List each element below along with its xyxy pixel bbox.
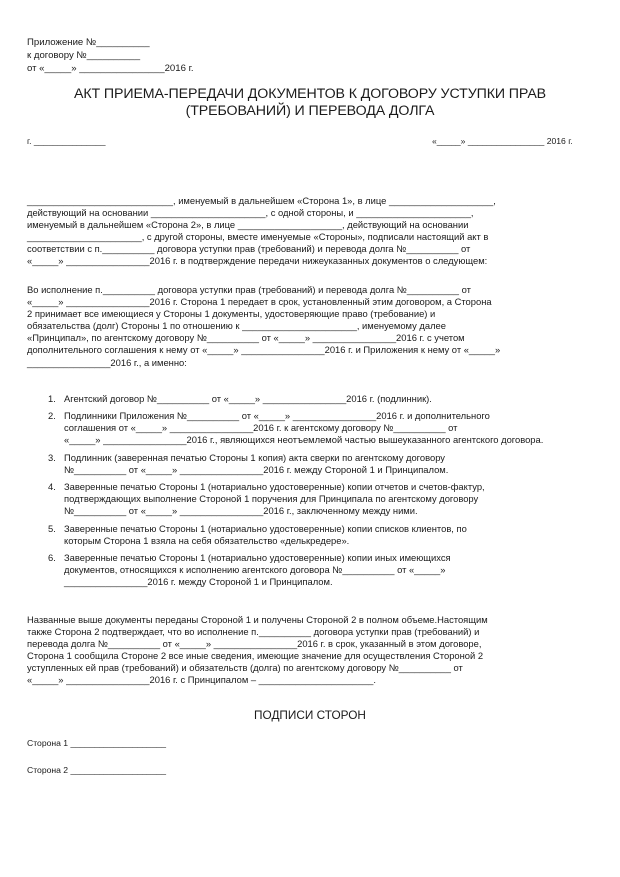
list-item-line: которым Сторона 1 взяла на себя обязательство «делькредере».: [64, 534, 350, 546]
transfer-line: «_____» ________________2016 г. Сторона 1 передает в срок, установленный этим договором, а Сторона: [27, 296, 492, 308]
list-item-number: 3.: [48, 451, 56, 463]
appendix-date-line: от «_____» ________________2016 г.: [27, 63, 194, 74]
closing-line: также Сторона 2 подтверждает, что во исполнение п.__________ договора уступки прав (требований) и: [27, 626, 480, 638]
transfer-line: «Принципал», по агентскому договору №__________ от «_____» ________________2016 г. с учетом: [27, 332, 465, 344]
list-item: [48, 481, 608, 517]
intro-line: именуемый в дальнейшем «Сторона 2», в лице ____________________, действующий на основании: [27, 219, 469, 231]
transfer-line: ________________2016 г., а именно:: [27, 356, 187, 368]
transfer-line: обязательства (долг) Стороны 1 по отношению к ______________________, именуемому далее: [27, 320, 446, 332]
party-1-signature-line: Сторона 1 ____________________: [27, 738, 167, 748]
list-item: [48, 410, 608, 446]
contract-number-line: к договору №__________: [27, 50, 141, 61]
list-item-number: 2.: [48, 410, 56, 422]
list-item-line: Заверенные печатью Стороны 1 (нотариально удостоверенные) копии отчетов и счетов-фактур,: [64, 481, 485, 493]
list-item-line: документов, относящихся к исполнению агентского договора №__________ от «_____»: [64, 564, 446, 576]
list-item: [48, 452, 608, 476]
list-item-line: «_____» ________________2016 г., являющихся неотъемлемой частью вышеуказанного агентского договора.: [64, 434, 544, 446]
intro-paragraph: [27, 195, 597, 268]
transfer-line: Во исполнение п.__________ договора уступки прав (требований) и перевода долга №__________ от: [27, 284, 471, 295]
list-item-line: Подлинники Приложения №__________ от «_____» ________________2016 г. и дополнительного: [64, 410, 490, 422]
list-item-line: Подлинник (заверенная печатью Стороны 1 копия) акта сверки по агентскому договору: [64, 451, 445, 463]
list-item: [48, 523, 608, 547]
transfer-line: дополнительного соглашения к нему от «_____» ________________2016 г. и Приложения к нему от «_____»: [27, 344, 501, 356]
list-item-line: №__________ от «_____» ________________2016 г., заключенному между ними.: [64, 505, 418, 517]
list-item-line: Заверенные печатью Стороны 1 (нотариально удостоверенные) копии списков клиентов, по: [64, 522, 467, 534]
closing-line: «_____» ________________2016 г. с Принципалом – ______________________.: [27, 674, 376, 686]
signatures-title: ПОДПИСИ СТОРОН: [254, 708, 366, 722]
intro-line: ______________________, с другой стороны, вместе именуемые «Стороны», подписали настоящий акт в: [27, 231, 489, 243]
document-title: [20, 86, 600, 120]
list-item-line: Заверенные печатью Стороны 1 (нотариально удостоверенные) копии иных имеющихся: [64, 551, 451, 563]
closing-paragraph: [27, 614, 597, 687]
appendix-header: [27, 36, 194, 75]
closing-line: Названные выше документы переданы Стороной 1 и получены Стороной 2 в полном объеме.Настоящим: [27, 614, 488, 625]
intro-line: соответствии с п.__________ договора уступки прав (требований) и перевода долга №__________ от: [27, 243, 471, 255]
list-item-number: 6.: [48, 551, 56, 563]
list-item-number: 4.: [48, 481, 56, 493]
list-item: [48, 393, 608, 405]
title-line-2: (ТРЕБОВАНИЙ) И ПЕРЕВОДА ДОЛГА: [185, 103, 435, 119]
intro-line: «_____» ________________2016 г. в подтверждение передачи нижеуказанных документов о следующем:: [27, 255, 488, 267]
closing-line: Сторона 1 сообщила Стороне 2 все иные сведения, имеющие значение для осуществления Стороной 2: [27, 650, 484, 662]
title-line-1: АКТ ПРИЕМА-ПЕРЕДАЧИ ДОКУМЕНТОВ К ДОГОВОРУ УСТУПКИ ПРАВ: [73, 86, 547, 102]
list-item-line: №__________ от «_____» ________________2016 г. между Стороной 1 и Принципалом.: [64, 463, 449, 475]
list-item: [48, 552, 608, 588]
list-item-line: подтверждающих выполнение Стороной 1 поручения для Принципала по агентскому договору: [64, 493, 479, 505]
closing-line: перевода долга №__________ от «_____» ________________2016 г. в срок, указанный в этом договоре,: [27, 638, 482, 650]
document-date-line: «_____» ________________ 2016 г.: [432, 136, 573, 146]
intro-line: ____________________________, именуемый в дальнейшем «Сторона 1», в лице ____________________,: [27, 195, 496, 206]
intro-line: действующий на основании ______________________, с одной стороны, и ______________________,: [27, 207, 474, 219]
list-item-number: 1.: [48, 393, 56, 404]
place-line: г. _______________: [27, 136, 106, 146]
document-list: [48, 393, 608, 593]
list-item-number: 5.: [48, 522, 56, 534]
party-2-signature-line: Сторона 2 ____________________: [27, 765, 167, 775]
list-item-line: Агентский договор №__________ от «_____» ________________2016 г. (подлинник).: [64, 393, 432, 404]
transfer-paragraph: [27, 284, 597, 369]
list-item-line: соглашения от «_____» ________________2016 г. к агентскому договору №__________ от: [64, 422, 458, 434]
list-item-line: ________________2016 г. между Стороной 1 и Принципалом.: [64, 576, 333, 588]
appendix-number-line: Приложение №__________: [27, 37, 150, 48]
transfer-line: 2 принимает все имеющиеся у Стороны 1 документы, удостоверяющие право (требование) и: [27, 308, 436, 320]
closing-line: уступленных ей прав (требований) и обязательств (долга) по агентскому договору №__________ от: [27, 662, 463, 674]
